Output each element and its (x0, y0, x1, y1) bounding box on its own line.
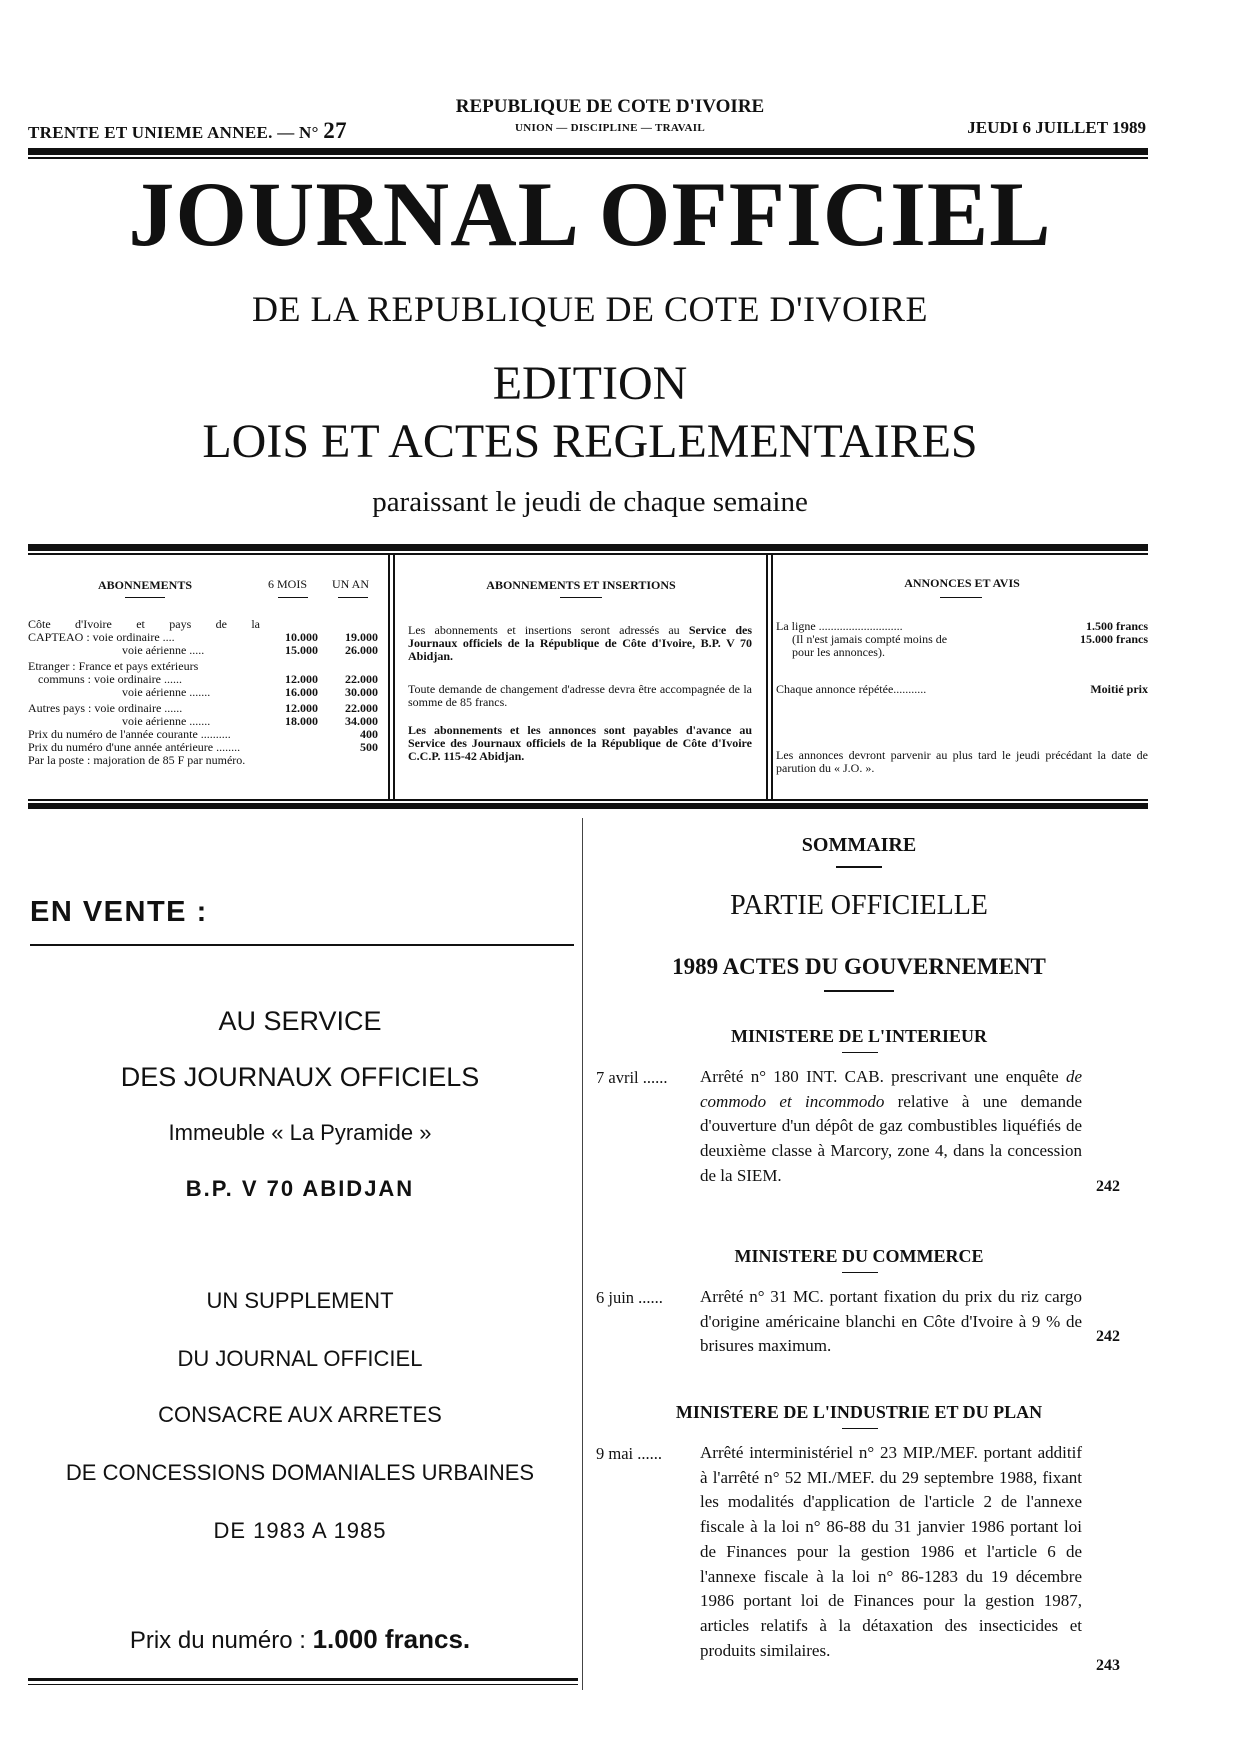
rate-un-an: 22.000 (345, 701, 378, 715)
prix-numero-value: 1.000 francs. (312, 1624, 471, 1654)
actes-underline (824, 990, 894, 992)
entry-page-number: 243 (1096, 1657, 1120, 1674)
annonces-title-underline (940, 597, 982, 598)
prix-numero (20, 1624, 580, 1655)
ligne-note-end: pour les annonces). (792, 645, 885, 659)
price-label: Prix du numéro de l'année courante .......... (28, 727, 231, 741)
ministry-heading: MINISTERE DU COMMERCE (734, 1246, 984, 1266)
ligne-label: La ligne ............................ (776, 619, 903, 633)
column-divider (582, 818, 583, 1690)
journal-subtitle: DE LA REPUBLIQUE DE COTE D'IVOIRE (252, 289, 928, 329)
vente-line-bp: B.P. V 70 ABIDJAN (185, 1176, 415, 1201)
republic-name: REPUBLIQUE DE COTE D'IVOIRE (455, 96, 765, 117)
prix-numero-label: Prix du numéro : (129, 1627, 306, 1654)
rate-un-an: 22.000 (345, 672, 378, 686)
rate-label: voie aérienne ..... (122, 643, 205, 657)
box-divider-1b (393, 555, 395, 799)
repetee-value: Moitié prix (1090, 682, 1148, 696)
rate-un-an: 26.000 (345, 643, 378, 657)
rate-label: communs : voie ordinaire ...... (38, 672, 182, 686)
sommaire-title: SOMMAIRE (801, 834, 917, 856)
price-value: 500 (360, 740, 378, 754)
sommaire-underline (836, 866, 882, 868)
price-label: Prix du numéro d'une année antérieure ........ (28, 740, 241, 754)
entry-page-number: 242 (1096, 1328, 1120, 1345)
rate-6-mois: 12.000 (285, 672, 318, 686)
rate-label: voie aérienne ....... (122, 685, 211, 699)
insertions-title: ABONNEMENTS ET INSERTIONS (486, 578, 676, 592)
edition-name: LOIS ET ACTES REGLEMENTAIRES (202, 415, 978, 468)
en-vente-title: EN VENTE : (30, 896, 208, 928)
address-change-note: Toute demande de changement d'adresse devra être accompagnée de la somme de 85 francs. (408, 682, 752, 709)
actes-gouvernement: 1989 ACTES DU GOUVERNEMENT (672, 954, 1046, 979)
entry-date: 7 avril ...... (596, 1068, 668, 1087)
rate-label: voie aérienne ....... (122, 714, 211, 728)
ministry-underline (842, 1052, 878, 1053)
insertions-title-underline (560, 597, 602, 598)
entry-date: 9 mai ...... (596, 1444, 662, 1463)
header-rule-thick (28, 148, 1148, 155)
edition-label: EDITION (492, 357, 688, 410)
rate-label: CAPTEAO : voie ordinaire .... (28, 630, 175, 644)
left-bottom-rule-thin (28, 1684, 578, 1685)
ministry-underline (842, 1428, 878, 1429)
national-motto: UNION — DISCIPLINE — TRAVAIL (515, 122, 705, 134)
vente-line-journaux: DES JOURNAUX OFFICIELS (120, 1062, 480, 1092)
vente-line-immeuble: Immeuble « La Pyramide » (168, 1120, 432, 1145)
rate-un-an: 34.000 (345, 714, 378, 728)
republic-block (400, 96, 820, 134)
supplement-line-2: DU JOURNAL OFFICIEL (177, 1346, 423, 1371)
issue-number: 27 (323, 118, 347, 143)
year-label: TRENTE ET UNIEME ANNEE. — N° (28, 123, 319, 142)
rate-6-mois: 12.000 (285, 701, 318, 715)
rate-6-mois: 18.000 (285, 714, 318, 728)
rate-6-mois: 15.000 (285, 643, 318, 657)
entry-text-end: relative à une demande d'ouverture d'un dépôt de gaz combustibles liquéfiés de deuxième classe à Marcory, zone 4, dans la concession de la SIEM. (700, 1091, 1082, 1185)
rate-label: Autres pays : voie ordinaire ...... (28, 701, 183, 715)
rate-6-mois: 10.000 (285, 630, 318, 644)
rate-un-an: 19.000 (345, 630, 378, 644)
abonnements-title: ABONNEMENTS (97, 578, 192, 592)
entry-text: Arrêté n° 31 MC. portant fixation du prix du riz cargo d'origine américaine blanchi en Côte d'Ivoire à 9 % de brisures maximum. (700, 1287, 1082, 1356)
vente-line-service: AU SERVICE (218, 1006, 382, 1036)
issue-label (28, 118, 347, 144)
box-bottom-rule-thin (28, 799, 1148, 801)
box-divider-2b (771, 555, 773, 799)
payment-note: Les abonnements et les annonces sont payables d'avance au Service des Journaux officiels de la République de Côte d'Ivoire C.C.P. 115-42 Abidjan. (408, 723, 752, 763)
ligne-note: (Il n'est jamais compté moins de (792, 632, 948, 646)
insertions-address (408, 624, 752, 663)
price-value: 400 (360, 727, 378, 741)
repetee-label: Chaque annonce répétée........... (776, 682, 927, 696)
ligne-min-price: 15.000 francs (1080, 632, 1148, 646)
postage-note: Par la poste : majoration de 85 F par numéro. (28, 753, 246, 767)
supplement-line-4: DE CONCESSIONS DOMANIALES URBAINES (65, 1460, 535, 1485)
col-un-an: UN AN (332, 577, 370, 591)
ministry-underline (842, 1272, 878, 1273)
publication-frequency: paraissant le jeudi de chaque semaine (372, 486, 808, 518)
insertions-address-service: Service des Journaux officiels de la République de Côte d'Ivoire, B.P. V 70 Abidjan. (408, 623, 753, 663)
supplement-line-1: UN SUPPLEMENT (206, 1288, 394, 1313)
box-divider-2a (766, 555, 768, 799)
supplement-line-3: CONSACRE AUX ARRETES (158, 1402, 442, 1427)
entry-text (700, 1065, 1082, 1189)
entry-text-latin: de commodo et incommodo (700, 1067, 1082, 1111)
annonce-deadline: Les annonces devront parvenir au plus tard le jeudi précédant la date de parution du « J.O. ». (776, 748, 1148, 775)
ministry-heading: MINISTERE DE L'INDUSTRIE ET DU PLAN (675, 1402, 1043, 1422)
left-bottom-rule (28, 1678, 578, 1681)
en-vente-rule (30, 944, 574, 946)
entry-page-number: 242 (1096, 1178, 1120, 1195)
col-un-an-underline (338, 597, 368, 598)
rate-row (28, 686, 378, 699)
box-top-rule (28, 544, 1148, 551)
entry-date: 6 juin ...... (596, 1288, 663, 1307)
partie-officielle: PARTIE OFFICIELLE (730, 890, 988, 921)
journal-title: JOURNAL OFFICIEL (128, 163, 1052, 265)
rate-un-an: 30.000 (345, 685, 378, 699)
insertions-address-intro: Les abonnements et insertions seront adressés au (408, 623, 680, 637)
header-rule-thin (28, 157, 1148, 159)
box-divider-1a (388, 555, 390, 799)
col-6-mois: 6 MOIS (268, 577, 308, 591)
issue-date: JEUDI 6 JUILLET 1989 (967, 118, 1146, 137)
etranger-label: Etranger : France et pays extérieurs (28, 659, 199, 673)
box-bottom-rule (28, 803, 1148, 809)
box-top-rule-thin (28, 553, 1148, 555)
supplement-line-5: DE 1983 A 1985 (213, 1518, 387, 1543)
entry-text: Arrêté interministériel n° 23 MIP./MEF. portant additif à l'arrêté n° 52 MI./MEF. du 29 septembre 1988, fixant les modalités d'application de l'article 2 de l'annexe fiscale à la loi n° 86-88 du 31 janvier 1986 portant loi de Finances pour la gestion 1986 et l'article 6 de l'annexe fiscale à la loi n° 86-1283 du 19 décembre 1986 portant loi de Finances pour la gestion 1987, articles relatifs à la détaxation des insecticides et produits similaires. (700, 1443, 1082, 1660)
rate-row (28, 644, 378, 657)
ligne-price: 1.500 francs (1086, 619, 1148, 633)
col-6-mois-underline (278, 597, 308, 598)
rate-6-mois: 16.000 (285, 685, 318, 699)
ministry-heading: MINISTERE DE L'INTERIEUR (730, 1026, 988, 1046)
annonce-row (776, 683, 1148, 696)
entry-text-start: Arrêté n° 180 INT. CAB. prescrivant une enquête (700, 1067, 1066, 1086)
ci-label: Côte d'Ivoire et pays de la (28, 617, 260, 631)
annonces-title: ANNONCES ET AVIS (904, 576, 1020, 590)
abonnements-title-underline (125, 597, 165, 598)
